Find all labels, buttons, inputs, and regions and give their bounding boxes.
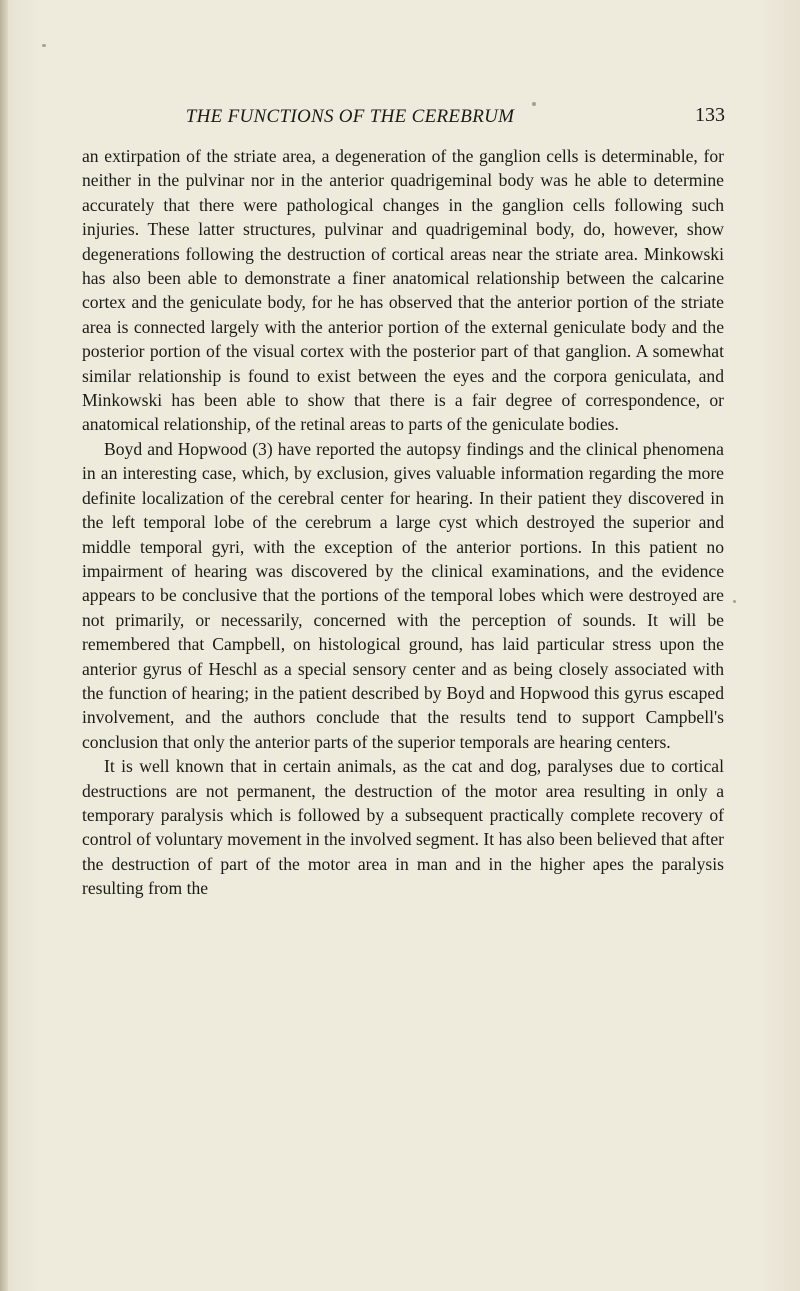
- running-head: [80, 100, 725, 130]
- page-number: 133: [695, 104, 725, 126]
- running-title: THE FUNCTIONS OF THE CEREBRUM: [185, 106, 515, 127]
- binding-shadow: [0, 0, 8, 1291]
- paragraph: Boyd and Hopwood (3) have reported the autopsy findings and the clinical phenomena in an interesting case, which, by exclusion, gives valuable information regarding the more definite localization of the cerebral center for hearing. In their patient they discovered in the left temporal lobe of the cerebrum a large cyst which destroyed the superior and middle temporal gyri, with the exception of the anterior portions. In this patient no impairment of hearing was discovered by the clinical examinations, and the evidence appears to be conclusive that the portions of the temporal lobes which were destroyed are not primarily, or necessarily, concerned with the perception of sounds. It will be remembered that Campbell, on histological ground, has laid particular stress upon the anterior gyrus of Heschl as a special sensory center and as being closely associated with the function of hearing; in the patient described by Boyd and Hopwood this gyrus escaped involvement, and the authors conclude that the results tend to support Campbell's conclusion that only the anterior parts of the superior temporals are hearing centers.: [82, 438, 724, 752]
- body-text: [82, 144, 724, 901]
- ink-speck: [42, 44, 46, 47]
- paragraph: It is well known that in certain animals, as the cat and dog, paralyses due to cortical destructions are not permanent, the destruction of the motor area resulting in only a temporary paralysis which is followed by a subsequent practically complete recovery of control of voluntary movement in the involved segment. It has also been believed that after the destruction of part of the motor area in man and in the higher apes the paralysis resulting from the: [82, 756, 724, 899]
- ink-speck: [733, 600, 736, 603]
- paragraph: an extirpation of the striate area, a degeneration of the ganglion cells is determinable, for neither in the pulvinar nor in the anterior quadrigeminal body was he able to determine accurately that there were pathological changes in the ganglion cells following such injuries. These latter structures, pulvinar and quadrigeminal body, do, however, show degenerations following the destruction of cortical areas near the striate area. Minkowski has also been able to demonstrate a finer anatomical relationship between the calcarine cortex and the geniculate body, for he has observed that the anterior portion of the striate area is connected largely with the anterior portion of the external geniculate body and the posterior portion of the visual cortex with the posterior part of that ganglion. A somewhat similar relationship is found to exist between the eyes and the corpora geniculata, and Minkowski has been able to show that there is a fair degree of correspondence, or anatomical relationship, of the retinal areas to parts of the geniculate bodies.: [82, 146, 724, 435]
